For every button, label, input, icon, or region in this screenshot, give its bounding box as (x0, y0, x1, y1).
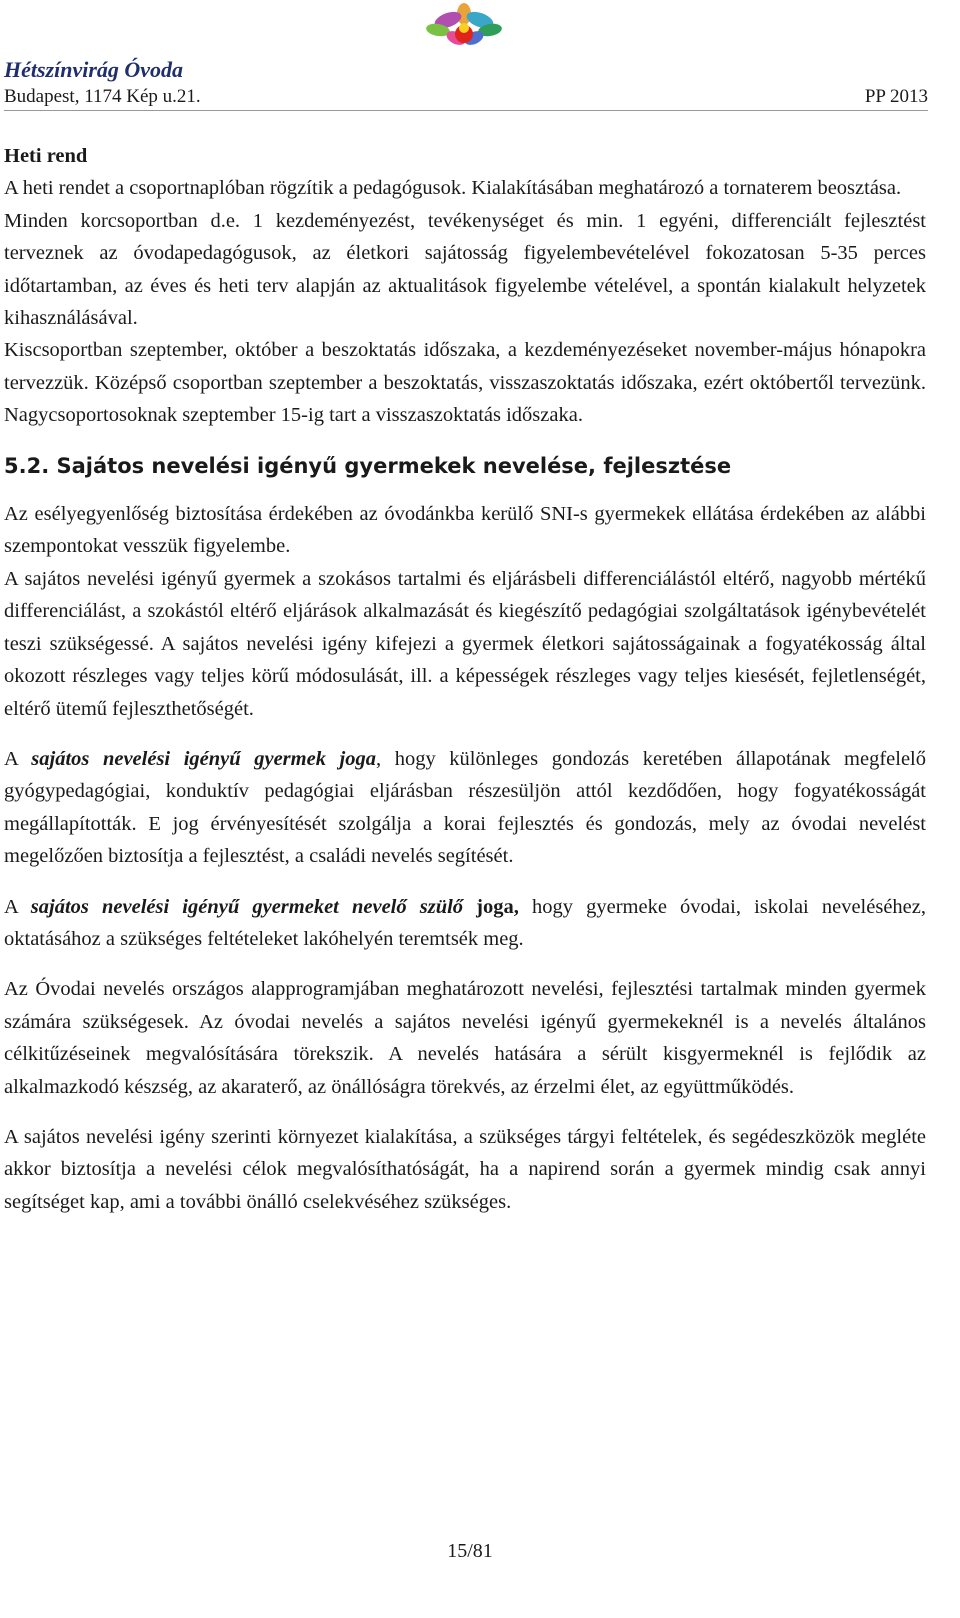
paragraph (4, 743, 926, 873)
header-divider (4, 110, 928, 111)
bold-text: joga, (463, 895, 519, 918)
text-run: A (4, 895, 31, 918)
page-number: 15/81 (447, 1540, 493, 1562)
paragraph: Az esélyegyenlőség biztosítása érdekében az óvodánkba kerülő SNI-s gyermekek ellátása érdekében az alábbi szempontokat vesszük figyelembe. (4, 503, 926, 558)
kindergarten-address: Budapest, 1174 Kép u.21. (4, 86, 201, 107)
document-body (4, 140, 926, 1218)
section-heading-5-2: 5.2. Sajátos nevelési igényű gyermekek nevelése, fejlesztése (4, 453, 732, 478)
flower-logo-icon (418, 2, 510, 58)
paragraph: Kiscsoportban szeptember, október a beszoktatás időszaka, a kezdeményezéseket november-május hónapokra tervezzük. Középső csoportban szeptember a beszoktatás, visszaszoktatás időszaka, ezért októbertől tervezünk. Nagycsoportosoknak szeptember 15-ig tart a visszaszoktatás időszaka. (4, 339, 926, 427)
paragraph: A sajátos nevelési igényű gyermek a szokásos tartalmi és eljárásbeli differenciálástól eltérő, nagyobb mértékű differenciálást, a szokástól eltérő eljárások alkalmazását és kiegészítő pedagógiai szolgáltatások igénybevételét teszi szükségessé. A sajátos nevelési igény kifejezi a gyermek életkori sajátosságainak a fogyatékosság által okozott részleges vagy teljes körű módosulását, ill. a képességek részleges vagy teljes kiesését, fejletlenségét, eltérő ütemű fejleszthetőségét. (4, 567, 926, 720)
paragraph: A sajátos nevelési igény szerinti környezet kialakítása, a szükséges tárgyi feltételek, és segédeszközök megléte akkor biztosítja a nevelési célok megvalósíthatóságát, ha a napirend során a gyermek mindig csak annyi segítséget kap, ami a további önálló cselekvéséhez szükséges. (4, 1125, 926, 1213)
paragraph: A heti rendet a csoportnaplóban rögzítik a pedagógusok. Kialakításában meghatározó a tornaterem beosztása. (4, 177, 902, 200)
paragraph (4, 891, 926, 956)
document-code: PP 2013 (864, 86, 928, 107)
emphasis-text: sajátos nevelési igényű gyermek joga (31, 747, 376, 770)
paragraph: Minden korcsoportban d.e. 1 kezdeményezést, tevékenységet és min. 1 egyéni, differenciált fejlesztést terveznek az óvodapedagógusok, az életkori sajátosság figyelembevételével fokozatosan 5-35 perces időtartamban, az éves és heti terv alapján az aktualitások figyelembe vételével, a spontán kialakult helyzetek kihasználásával. (4, 209, 926, 330)
text-run: A (4, 747, 32, 770)
kindergarten-name: Hétszínvirág Óvoda (4, 57, 184, 82)
section-heading-heti-rend: Heti rend (4, 145, 88, 167)
text-run: hogy gyermeke óvodai, iskolai neveléséhez, oktatásához a szükséges feltételeket lakóhelyén teremtsék meg. (4, 895, 926, 950)
emphasis-text: sajátos nevelési igényű gyermeket nevelő szülő (30, 895, 464, 918)
paragraph: Az Óvodai nevelés országos alapprogramjában meghatározott nevelési, fejlesztési tartalmak minden gyermek számára szükségesek. Az óvodai nevelés a sajátos nevelési igényű gyermekeknél is a nevelés általános célkitűzéseinek megvalósítására törekszik. A nevelés hatására a sérült kisgyermeknél is fejlődik az alkalmazkodó készség, az akaraterő, az önállóságra törekvés, az érzelmi élet, az együttműködés. (4, 978, 926, 1098)
text-run: , hogy különleges gondozás keretében állapotának megfelelő gyógypedagógiai, konduktív pedagógiai eljárásban részesüljön attól kezdődően, hogy fogyatékosságát megállapították. E jog érvényesítését szolgálja a korai fejlesztés és gondozás, mely az óvodai nevelést megelőzően biztosítja a fejlesztést, a családi nevelés segítését. (4, 747, 926, 868)
